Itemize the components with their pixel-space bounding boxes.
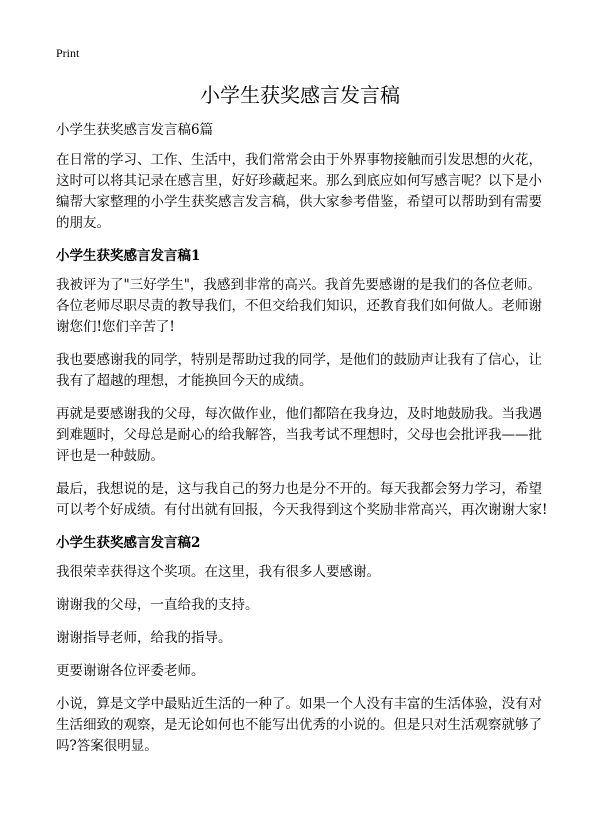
- document-subtitle: 小学生获奖感言发言稿6篇: [56, 122, 214, 138]
- section-1-paragraph-4: 最后，我想说的是，这与我自己的努力也是分不开的。每天我都会努力学习，希望可以考个好成绩。有付出就有回报，今天我得到这个奖励非常高兴，再次谢谢大家!: [56, 481, 548, 518]
- section-2-paragraph-5: 小说，算是文学中最贴近生活的一种了。如果一个人没有丰富的生活体验，没有对生活细致的观察，是无论如何也不能写出优秀的小说的。但是只对生活观察就够了吗?答案很明显。: [56, 696, 542, 754]
- section-2-paragraph-1: 我很荣幸获得这个奖项。在这里，我有很多人要感谢。: [56, 564, 380, 580]
- section-heading-2: 小学生获奖感言发言稿2: [56, 535, 201, 551]
- intro-paragraph: 在日常的学习、工作、生活中，我们常常会由于外界事物接触而引发思想的火花，这时可以将其记录在感言里，好好珍藏起来。那么到底应如何写感言呢？以下是小编帮大家整理的小学生获奖感言发言稿，供大家参考借鉴，希望可以帮助到有需要的朋友。: [56, 152, 542, 231]
- print-link[interactable]: Print: [56, 46, 80, 60]
- section-2-paragraph-2: 谢谢我的父母，一直给我的支持。: [56, 597, 259, 613]
- page-title: 小学生获奖感言发言稿: [200, 83, 400, 107]
- section-2-paragraph-4: 更要谢谢各位评委老师。: [56, 663, 205, 679]
- section-heading-1: 小学生获奖感言发言稿1: [56, 248, 201, 264]
- document-body: [56, 120, 552, 769]
- section-1-paragraph-3: 再就是要感谢我的父母，每次做作业，他们都陪在我身边，及时地鼓励我。当我遇到难题时，父母总是耐心的给我解答，当我考试不理想时，父母也会批评我——批评也是一种鼓励。: [56, 406, 542, 464]
- section-1-paragraph-1: 我被评为了"三好学生"，我感到非常的高兴。我首先要感谢的是我们的各位老师。各位老师尽职尽责的教导我们，不但交给我们知识，还教育我们如何做人。老师谢谢您们!您们辛苦了!: [56, 277, 542, 335]
- section-1-paragraph-2: 我也要感谢我的同学，特别是帮助过我的同学，是他们的鼓励声让我有了信心，让我有了超越的理想，才能换回今天的成绩。: [56, 352, 542, 389]
- section-2-paragraph-3: 谢谢指导老师，给我的指导。: [56, 630, 232, 646]
